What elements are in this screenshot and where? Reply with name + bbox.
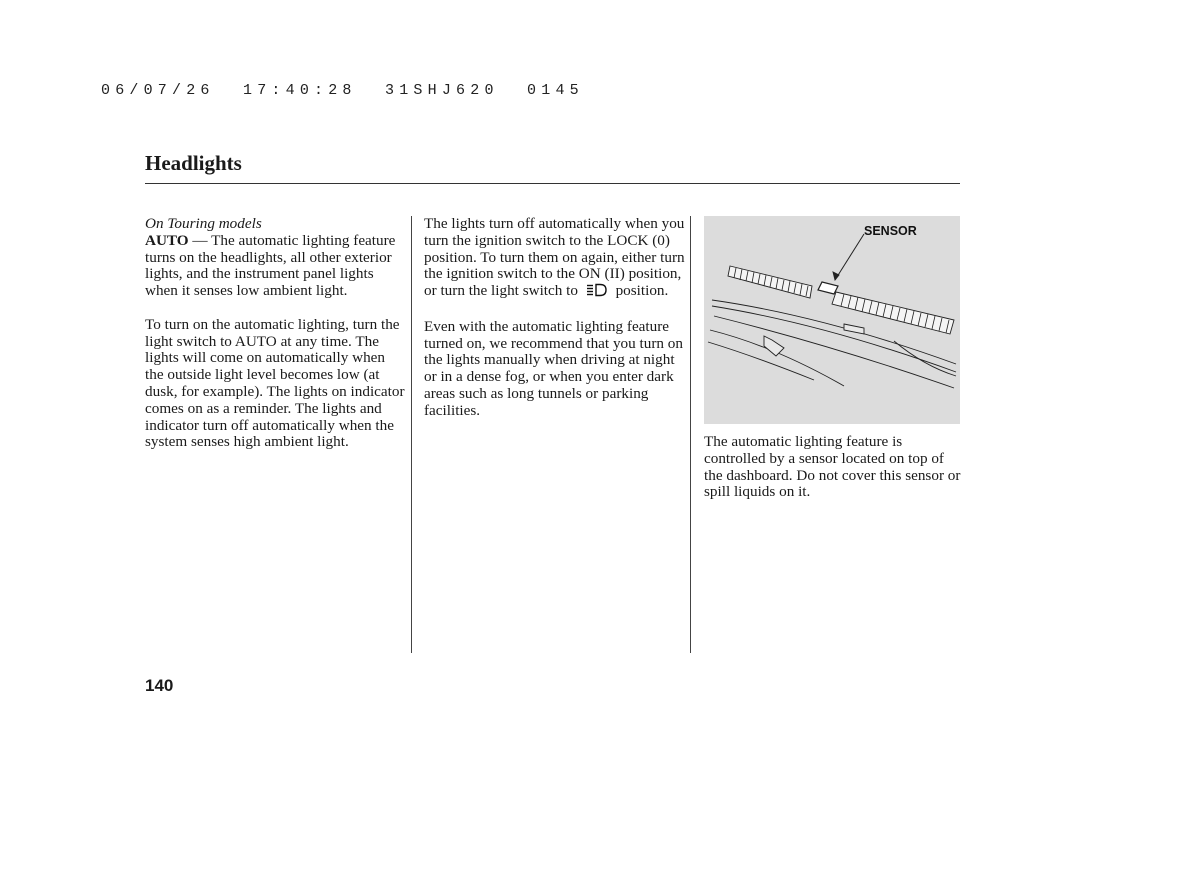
print-stamp: 06/07/26 17:40:28 31SHJ620 0145	[101, 82, 584, 99]
position-text: position.	[615, 282, 669, 300]
lights-off-text: The lights turn off automatically when you turn the ignition switch to the LOCK (0) position. To turn them on again, either turn the ignition switch to the ON (II) position, or turn the light switch to	[424, 215, 685, 300]
manual-lights-paragraph: Even with the automatic lighting feature turned on, we recommend that you turn on the lights manually when driving at night or in a dense fog, or when you enter dark areas such as long tunnels or parking facilities.	[424, 317, 683, 419]
model-note: On Touring models	[145, 215, 262, 232]
title-divider	[145, 183, 960, 184]
column-left	[145, 216, 407, 468]
auto-paragraph	[145, 233, 407, 300]
sensor-illustration	[704, 216, 960, 424]
auto-label: AUTO	[145, 231, 189, 249]
column-divider-2	[690, 216, 691, 653]
headlight-on-icon	[586, 283, 608, 302]
page-title: Headlights	[145, 151, 242, 175]
auto-usage-paragraph: To turn on the automatic lighting, turn the light switch to AUTO at any time. The lights will come on automatically when the outside light level becomes low (at dusk, for example). The lights on indicator comes on as a reminder. The lights and indicator turn off automatically when the system senses high ambient light.	[145, 315, 405, 451]
sensor-label: SENSOR	[864, 224, 917, 238]
auto-description: The automatic lighting feature turns on the headlights, all other exterior lights, and the instrument panel lights when it senses low ambient light.	[145, 231, 396, 300]
column-right-text	[704, 434, 966, 518]
lights-off-paragraph	[424, 216, 686, 302]
auto-dash: —	[192, 231, 208, 249]
column-middle	[424, 216, 686, 436]
sensor-paragraph: The automatic lighting feature is controlled by a sensor located on top of the dashboard. Do not cover this sensor or spill liquids on it.	[704, 433, 961, 501]
page-number: 140	[145, 676, 174, 695]
dashboard-drawing	[704, 216, 960, 424]
column-divider-1	[411, 216, 412, 653]
